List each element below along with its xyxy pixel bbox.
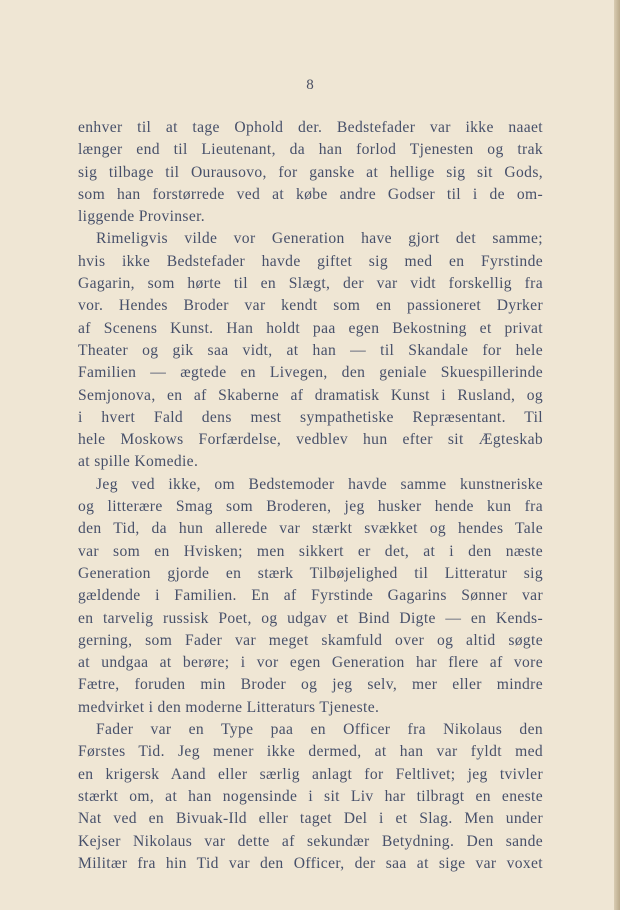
text-line: vor. Hendes Broder var kendt som en passioneret Dyrker xyxy=(78,297,543,315)
body-text xyxy=(78,117,543,875)
text-line: medvirket i den moderne Litteraturs Tjeneste. xyxy=(78,698,380,716)
text-line: den Tid, da hun allerede var stærkt svækket og hendes Tale xyxy=(78,520,543,538)
page-edge xyxy=(614,0,620,910)
text-line: at undgaa at berøre; i vor egen Generation har flere af vore xyxy=(78,654,543,672)
text-line: sig tilbage til Ourausovo, for ganske at hellige sig sit Gods, xyxy=(78,163,543,181)
text-line: Kejser Nikolaus var dette af sekundær Betydning. Den sande xyxy=(78,832,543,850)
paragraph xyxy=(78,719,543,875)
text-line: af Scenens Kunst. Han holdt paa egen Bekostning et privat xyxy=(78,319,543,337)
text-line: en tarvelig russisk Poet, og udgav et Bind Digte — en Kends- xyxy=(78,609,543,627)
text-line: i hvert Fald dens mest sympathetiske Repræsentant. Til xyxy=(78,408,543,426)
text-line: gældende i Familien. En af Fyrstinde Gagarins Sønner var xyxy=(78,587,543,605)
paragraph xyxy=(78,117,543,228)
paragraph xyxy=(78,228,543,473)
text-line: en krigersk Aand eller særlig anlagt for Feltlivet; jeg tvivler xyxy=(78,765,543,783)
text-line: gerning, som Fader var meget skamfuld over og altid søgte xyxy=(78,631,543,649)
text-line: at spille Komedie. xyxy=(78,453,199,471)
text-line: Jeg ved ikke, om Bedstemoder havde samme kunstneriske xyxy=(96,475,543,493)
text-line: var som en Hvisken; men sikkert er det, at i den næste xyxy=(78,542,543,560)
text-line: Førstes Tid. Jeg mener ikke dermed, at han var fyldt med xyxy=(78,743,543,761)
text-line: Fætre, foruden min Broder og jeg selv, mer eller mindre xyxy=(78,676,543,694)
text-line: liggende Provinser. xyxy=(78,208,206,226)
text-line: som han forstørrede ved at købe andre Godser til i de om- xyxy=(78,185,543,203)
text-line: Familien — ægtede en Livegen, den geniale Skuespillerinde xyxy=(78,364,543,382)
text-line: stærkt om, at han nogensinde i sit Liv har tilbragt en eneste xyxy=(78,787,543,805)
paragraph xyxy=(78,474,543,719)
text-line: længer end til Lieutenant, da han forlod Tjenesten og trak xyxy=(78,141,543,159)
text-line: Rimeligvis vilde vor Generation have gjort det samme; xyxy=(96,230,543,248)
text-line: Militær fra hin Tid var den Officer, der saa at sige var voxet xyxy=(78,854,543,872)
text-line: Generation gjorde en stærk Tilbøjelighed til Litteratur sig xyxy=(78,564,543,582)
text-line: og litterære Smag som Broderen, jeg husker hende kun fra xyxy=(78,498,543,516)
text-line: enhver til at tage Ophold der. Bedstefader var ikke naaet xyxy=(78,119,543,136)
text-line: hele Moskows Forfærdelse, vedblev hun efter sit Ægteskab xyxy=(78,431,543,449)
text-line: Theater og gik saa vidt, at han — til Skandale for hele xyxy=(78,341,543,359)
text-line: Nat ved en Bivuak-Ild eller taget Del i et Slag. Men under xyxy=(78,810,543,828)
text-line: Fader var en Type paa en Officer fra Nikolaus den xyxy=(96,721,543,739)
text-line: Semjonova, en af Skaberne af dramatisk Kunst i Rusland, og xyxy=(78,386,543,404)
text-line: hvis ikke Bedstefader havde giftet sig med en Fyrstinde xyxy=(78,252,543,270)
page-number: 8 xyxy=(306,77,314,93)
text-line: Gagarin, som hørte til en Slægt, der var vidt forskellig fra xyxy=(78,275,543,293)
